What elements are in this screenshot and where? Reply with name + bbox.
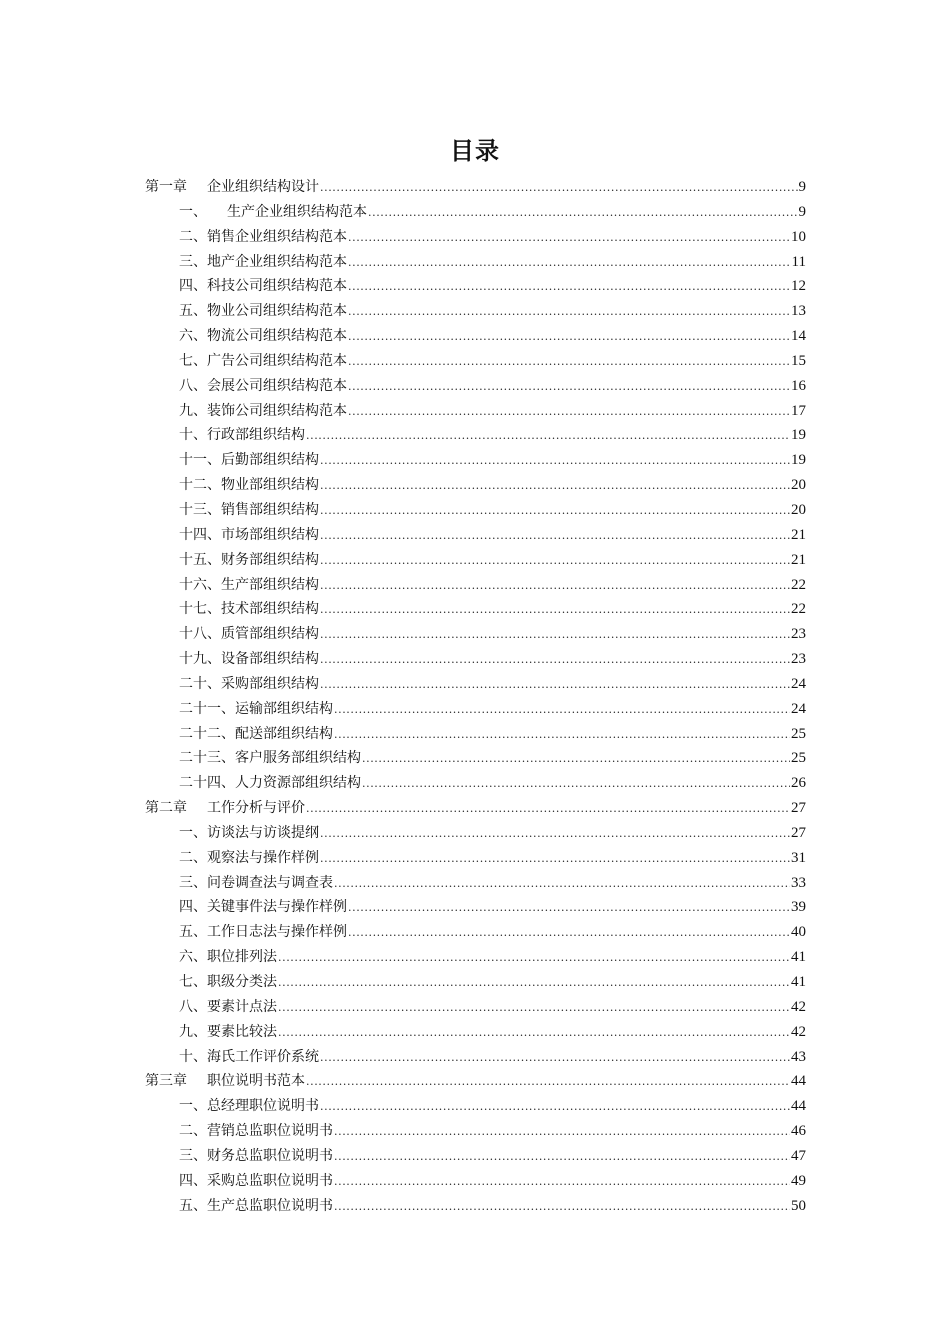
toc-dot-leader [320,847,790,872]
toc-page-number: 11 [791,253,806,270]
toc-page-number: 49 [791,1172,806,1189]
toc-section-entry[interactable] [145,448,806,473]
toc-page-number: 47 [791,1147,806,1164]
toc-dot-leader [334,723,790,748]
toc-entry-label: 二十四、人力资源部组织结构 [179,775,361,792]
toc-entry-text [145,175,319,200]
toc-entry-label: 一、访谈法与访谈提纲 [179,824,319,841]
toc-entry-label: 十七、技术部组织结构 [179,601,319,618]
toc-entry-text [179,771,361,796]
toc-section-entry[interactable] [145,746,806,771]
toc-page-number: 9 [798,179,806,195]
toc-section-entry[interactable] [145,672,806,697]
toc-entry-label: 九、装饰公司组织结构范本 [179,402,347,419]
toc-entry-text [179,1194,333,1219]
toc-page-number: 41 [791,949,806,966]
toc-entry-label: 十八、质管部组织结构 [179,626,319,643]
toc-chapter-entry[interactable] [145,175,806,200]
toc-section-entry[interactable] [145,871,806,896]
toc-page-number: 33 [791,874,806,891]
toc-page-number: 41 [791,974,806,990]
toc-entry-text [179,846,319,871]
toc-entry-text [179,448,319,473]
toc-entry-text [179,1045,319,1070]
toc-section-entry[interactable] [145,945,806,970]
toc-entry-label: 企业组织结构设计 [207,179,319,195]
toc-entry-text [179,722,333,747]
toc-entry-text [179,473,319,498]
toc-entry-label: 十、行政部组织结构 [179,427,305,444]
toc-entry-label: 三、财务总监职位说明书 [179,1147,333,1164]
toc-chapter-entry[interactable] [145,1069,806,1094]
toc-section-entry[interactable] [145,1119,806,1144]
toc-section-entry[interactable] [145,250,806,275]
toc-section-entry[interactable] [145,1094,806,1119]
toc-entry-prefix: 一、 [179,203,207,220]
toc-entry-label: 六、物流公司组织结构范本 [179,328,347,345]
toc-entry-text [179,200,367,225]
toc-entry-text [179,573,319,598]
toc-entry-text [179,622,319,647]
toc-dot-leader [320,623,790,648]
toc-entry-text [179,821,319,846]
toc-section-entry[interactable] [145,821,806,846]
toc-section-entry[interactable] [145,274,806,299]
toc-entry-label: 十、海氏工作评价系统 [179,1048,319,1065]
toc-entry-label: 二、观察法与操作样例 [179,849,319,866]
toc-dot-leader [362,747,790,772]
toc-entry-text [179,746,361,771]
toc-list [145,175,806,1218]
toc-entry-text [179,995,277,1020]
toc-dot-leader [278,946,790,971]
toc-entry-text [179,523,319,548]
toc-page-number: 10 [791,228,806,245]
toc-entry-label: 三、问卷调查法与调查表 [179,874,333,891]
toc-entry-label: 二十三、客户服务部组织结构 [179,750,361,767]
toc-entry-text [179,920,347,945]
toc-dot-leader [320,673,790,698]
toc-entry-label: 七、职级分类法 [179,974,277,990]
toc-entry-prefix: 第二章 [145,800,187,817]
toc-dot-leader [320,574,790,599]
toc-page-number: 21 [791,551,806,568]
toc-section-entry[interactable] [145,722,806,747]
toc-page-number: 27 [791,824,806,841]
toc-page-number: 23 [791,626,806,643]
toc-page-number: 24 [791,700,806,717]
toc-entry-text [179,970,277,995]
toc-entry-text [179,1169,333,1194]
toc-entry-label: 职位说明书范本 [207,1073,305,1090]
toc-section-entry[interactable] [145,995,806,1020]
toc-page-number: 39 [791,899,806,916]
toc-page-number: 23 [791,651,806,668]
toc-section-entry[interactable] [145,324,806,349]
toc-section-entry[interactable] [145,473,806,498]
toc-dot-leader [320,449,790,474]
toc-dot-leader [348,275,790,300]
toc-dot-leader [348,251,791,276]
toc-entry-text [179,225,347,250]
toc-entry-text [179,548,319,573]
toc-entry-label: 十九、设备部组织结构 [179,651,319,668]
toc-page-number: 17 [791,402,806,419]
toc-section-entry[interactable] [145,548,806,573]
toc-entry-text [179,349,347,374]
toc-entry-text [179,597,319,622]
toc-section-entry[interactable] [145,697,806,722]
toc-dot-leader [320,648,790,673]
toc-page-number: 21 [791,526,806,543]
toc-page-number: 42 [791,998,806,1015]
toc-section-entry[interactable] [145,374,806,399]
toc-section-entry[interactable] [145,523,806,548]
toc-page-number: 22 [791,601,806,618]
toc-dot-leader [306,797,790,822]
toc-entry-text [179,945,277,970]
toc-entry-text [179,895,347,920]
toc-dot-leader [278,971,790,996]
toc-entry-label: 四、采购总监职位说明书 [179,1172,333,1189]
toc-dot-leader [320,499,790,524]
toc-dot-leader [334,1195,790,1220]
toc-page-number: 14 [791,328,806,345]
toc-section-entry[interactable] [145,399,806,424]
toc-section-entry[interactable] [145,1169,806,1194]
toc-page-number: 25 [791,725,806,742]
toc-dot-leader [306,424,790,449]
toc-section-entry[interactable] [145,1045,806,1070]
toc-entry-label: 十四、市场部组织结构 [179,526,319,543]
toc-entry-text [179,423,305,448]
toc-entry-label: 四、科技公司组织结构范本 [179,278,347,295]
toc-dot-leader [320,176,798,201]
toc-section-entry[interactable] [145,895,806,920]
toc-entry-text [179,1144,333,1169]
toc-page-number: 16 [791,377,806,394]
toc-section-entry[interactable] [145,299,806,324]
toc-entry-label: 五、生产总监职位说明书 [179,1197,333,1214]
toc-entry-label: 五、工作日志法与操作样例 [179,924,347,941]
toc-section-entry[interactable] [145,423,806,448]
toc-entry-prefix: 第一章 [145,179,187,195]
toc-entry-label: 七、广告公司组织结构范本 [179,352,347,369]
toc-entry-text [179,1094,319,1119]
toc-entry-text [179,399,347,424]
toc-dot-leader [368,201,798,226]
toc-dot-leader [320,822,790,847]
toc-dot-leader [334,698,790,723]
toc-entry-text [145,1069,305,1094]
toc-dot-leader [320,474,790,499]
toc-dot-leader [334,1170,790,1195]
toc-dot-leader [320,524,790,549]
toc-dot-leader [348,375,790,400]
toc-entry-text [179,324,347,349]
toc-dot-leader [362,772,790,797]
toc-dot-leader [306,1070,790,1095]
toc-page-number: 24 [791,675,806,692]
toc-dot-leader [348,325,790,350]
toc-entry-label: 二、营销总监职位说明书 [179,1123,333,1140]
toc-entry-label: 十二、物业部组织结构 [179,477,319,494]
toc-page-number: 19 [791,452,806,469]
toc-entry-text [179,274,347,299]
toc-entry-label: 六、职位排列法 [179,949,277,966]
toc-entry-text [179,1119,333,1144]
toc-dot-leader [348,921,790,946]
toc-entry-label: 二、销售企业组织结构范本 [179,228,347,245]
toc-dot-leader [348,400,790,425]
toc-entry-label: 十六、生产部组织结构 [179,576,319,593]
toc-page-number: 50 [791,1197,806,1214]
toc-entry-label: 四、关键事件法与操作样例 [179,899,347,916]
toc-dot-leader [334,1145,790,1170]
toc-section-entry[interactable] [145,349,806,374]
toc-entry-label: 工作分析与评价 [207,800,305,817]
toc-entry-label: 二十、采购部组织结构 [179,675,319,692]
toc-entry-label: 生产企业组织结构范本 [227,203,367,220]
toc-dot-leader [348,300,790,325]
toc-entry-text [179,871,333,896]
toc-page-number: 46 [791,1123,806,1140]
toc-page-number: 13 [791,303,806,320]
toc-entry-text [145,796,305,821]
toc-section-entry[interactable] [145,1194,806,1219]
toc-entry-label: 八、会展公司组织结构范本 [179,377,347,394]
toc-page-number: 20 [791,477,806,494]
toc-entry-text [179,697,333,722]
toc-entry-text [179,1020,277,1045]
toc-section-entry[interactable] [145,920,806,945]
toc-page-number: 15 [791,352,806,369]
toc-dot-leader [320,1046,790,1071]
toc-section-entry[interactable] [145,597,806,622]
toc-entry-text [179,672,319,697]
toc-entry-label: 一、总经理职位说明书 [179,1098,319,1115]
toc-section-entry[interactable] [145,846,806,871]
toc-section-entry[interactable] [145,771,806,796]
toc-page-number: 27 [791,800,806,817]
toc-dot-leader [334,872,790,897]
toc-page-number: 44 [791,1098,806,1115]
toc-dot-leader [278,1021,790,1046]
toc-dot-leader [320,549,790,574]
toc-entry-label: 三、地产企业组织结构范本 [179,253,347,270]
toc-section-entry[interactable] [145,225,806,250]
toc-page-number: 19 [791,427,806,444]
toc-section-entry[interactable] [145,200,806,225]
toc-entry-label: 九、要素比较法 [179,1023,277,1040]
toc-dot-leader [348,896,790,921]
toc-dot-leader [278,996,790,1021]
toc-entry-label: 十三、销售部组织结构 [179,501,319,518]
toc-page-number: 20 [791,501,806,518]
toc-entry-label: 二十二、配送部组织结构 [179,725,333,742]
toc-dot-leader [320,598,790,623]
toc-page-number: 42 [791,1023,806,1040]
toc-entry-label: 十一、后勤部组织结构 [179,452,319,469]
toc-section-entry[interactable] [145,647,806,672]
toc-page-number: 43 [791,1048,806,1065]
toc-page-number: 31 [791,849,806,866]
toc-entry-text [179,498,319,523]
toc-entry-label: 十五、财务部组织结构 [179,551,319,568]
toc-page-number: 26 [791,775,806,792]
toc-page-number: 44 [791,1073,806,1090]
toc-section-entry[interactable] [145,498,806,523]
toc-section-entry[interactable] [145,573,806,598]
toc-page-number: 9 [798,203,806,220]
toc-dot-leader [348,226,790,251]
toc-entry-text [179,250,347,275]
toc-entry-label: 五、物业公司组织结构范本 [179,303,347,320]
toc-entry-label: 二十一、运输部组织结构 [179,700,333,717]
toc-page-number: 22 [791,576,806,593]
toc-page-number: 25 [791,750,806,767]
toc-page-number: 40 [791,924,806,941]
toc-dot-leader [334,1120,790,1145]
toc-page-number: 12 [791,278,806,295]
toc-dot-leader [320,1095,790,1120]
toc-chapter-entry[interactable] [145,796,806,821]
toc-section-entry[interactable] [145,1144,806,1169]
toc-entry-label: 八、要素计点法 [179,998,277,1015]
toc-section-entry[interactable] [145,970,806,995]
toc-entry-text [179,647,319,672]
toc-dot-leader [348,350,790,375]
toc-entry-text [179,374,347,399]
toc-section-entry[interactable] [145,1020,806,1045]
toc-title: 目录 [450,137,500,165]
toc-entry-text [179,299,347,324]
toc-section-entry[interactable] [145,622,806,647]
toc-entry-prefix: 第三章 [145,1073,187,1090]
